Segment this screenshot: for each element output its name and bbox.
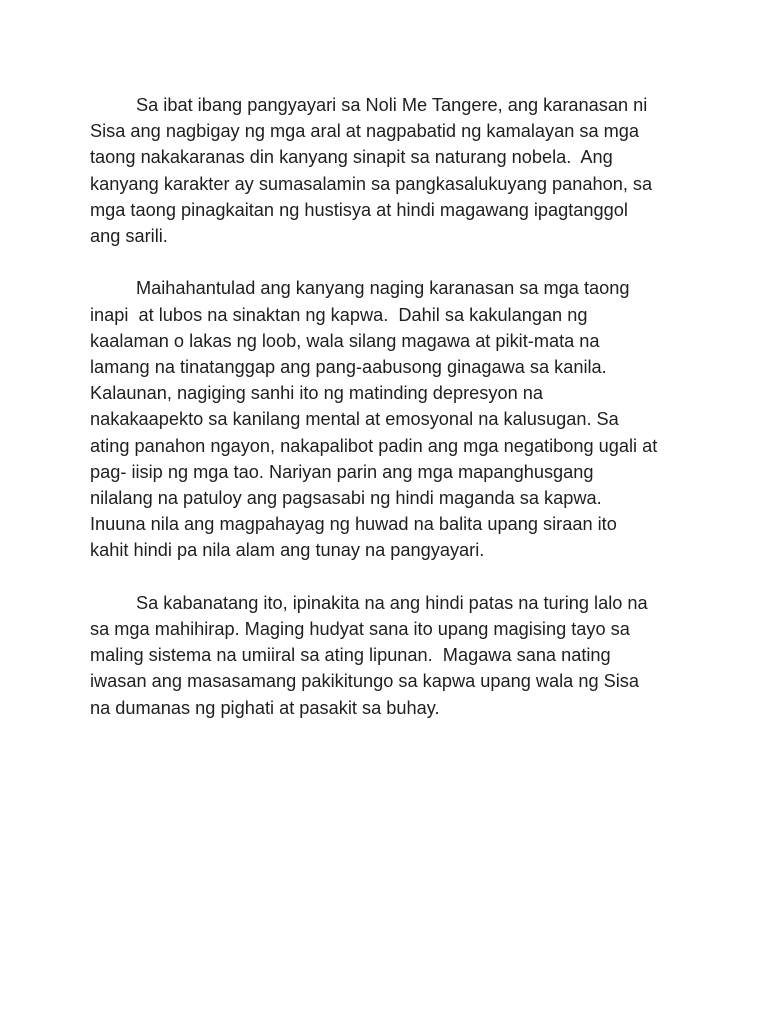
paragraph-line: inapi at lubos na sinaktan ng kapwa. Dahil sa kakulangan ng xyxy=(90,304,588,325)
paragraph-spacer xyxy=(90,564,690,590)
paragraph-line: maling sistema na umiiral sa ating lipunan. Magawa sana nating xyxy=(90,645,611,666)
paragraph-line: mga taong pinagkaitan ng hustisya at hindi magawang ipagtanggol xyxy=(90,199,628,220)
paragraph-spacer xyxy=(90,249,690,275)
paragraph-2 xyxy=(90,275,690,563)
paragraph-line: Sa kabanatang ito, ipinakita na ang hindi patas na turing lalo na xyxy=(136,592,648,613)
paragraph-line: sa mga mahihirap. Maging hudyat sana ito upang magising tayo sa xyxy=(90,619,630,640)
paragraph-line: Inuuna nila ang magpahayag ng huwad na balita upang siraan ito xyxy=(90,514,617,535)
paragraph-line: ang sarili. xyxy=(90,226,168,247)
paragraph-line: lamang na tinatanggap ang pang-aabusong ginagawa sa kanila. xyxy=(90,357,607,378)
paragraph-line: Sa ibat ibang pangyayari sa Noli Me Tangere, ang karanasan ni xyxy=(136,95,648,115)
essay-body xyxy=(90,92,690,721)
paragraph-line: na dumanas ng pighati at pasakit sa buhay. xyxy=(90,697,440,718)
paragraph-line: ating panahon ngayon, nakapalibot padin ang mga negatibong ugali at xyxy=(90,435,658,456)
paragraph-line: kahit hindi pa nila alam ang tunay na pangyayari. xyxy=(90,540,485,561)
paragraph-line: kanyang karakter ay sumasalamin sa pangkasalukuyang panahon, sa xyxy=(90,173,653,194)
paragraph-1 xyxy=(90,92,690,249)
paragraph-line: iwasan ang masasamang pakikitungo sa kapwa upang wala ng Sisa xyxy=(90,671,639,692)
paragraph-line: nakakaapekto sa kanilang mental at emosyonal na kalusugan. Sa xyxy=(90,409,619,430)
paragraph-line: Maihahantulad ang kanyang naging karanasan sa mga taong xyxy=(136,278,630,299)
paragraph-line: taong nakakaranas din kanyang sinapit sa naturang nobela. Ang xyxy=(90,147,613,168)
paragraph-line: kaalaman o lakas ng loob, wala silang magawa at pikit-mata na xyxy=(90,330,600,351)
paragraph-3 xyxy=(90,590,690,721)
paragraph-line: nilalang na patuloy ang pagsasabi ng hindi maganda sa kapwa. xyxy=(90,488,602,509)
paragraph-line: pag- iisip ng mga tao. Nariyan parin ang mga mapanghusgang xyxy=(90,461,594,482)
paragraph-line: Kalaunan, nagiging sanhi ito ng matinding depresyon na xyxy=(90,383,544,404)
paragraph-line: Sisa ang nagbigay ng mga aral at nagpabatid ng kamalayan sa mga xyxy=(90,121,640,142)
